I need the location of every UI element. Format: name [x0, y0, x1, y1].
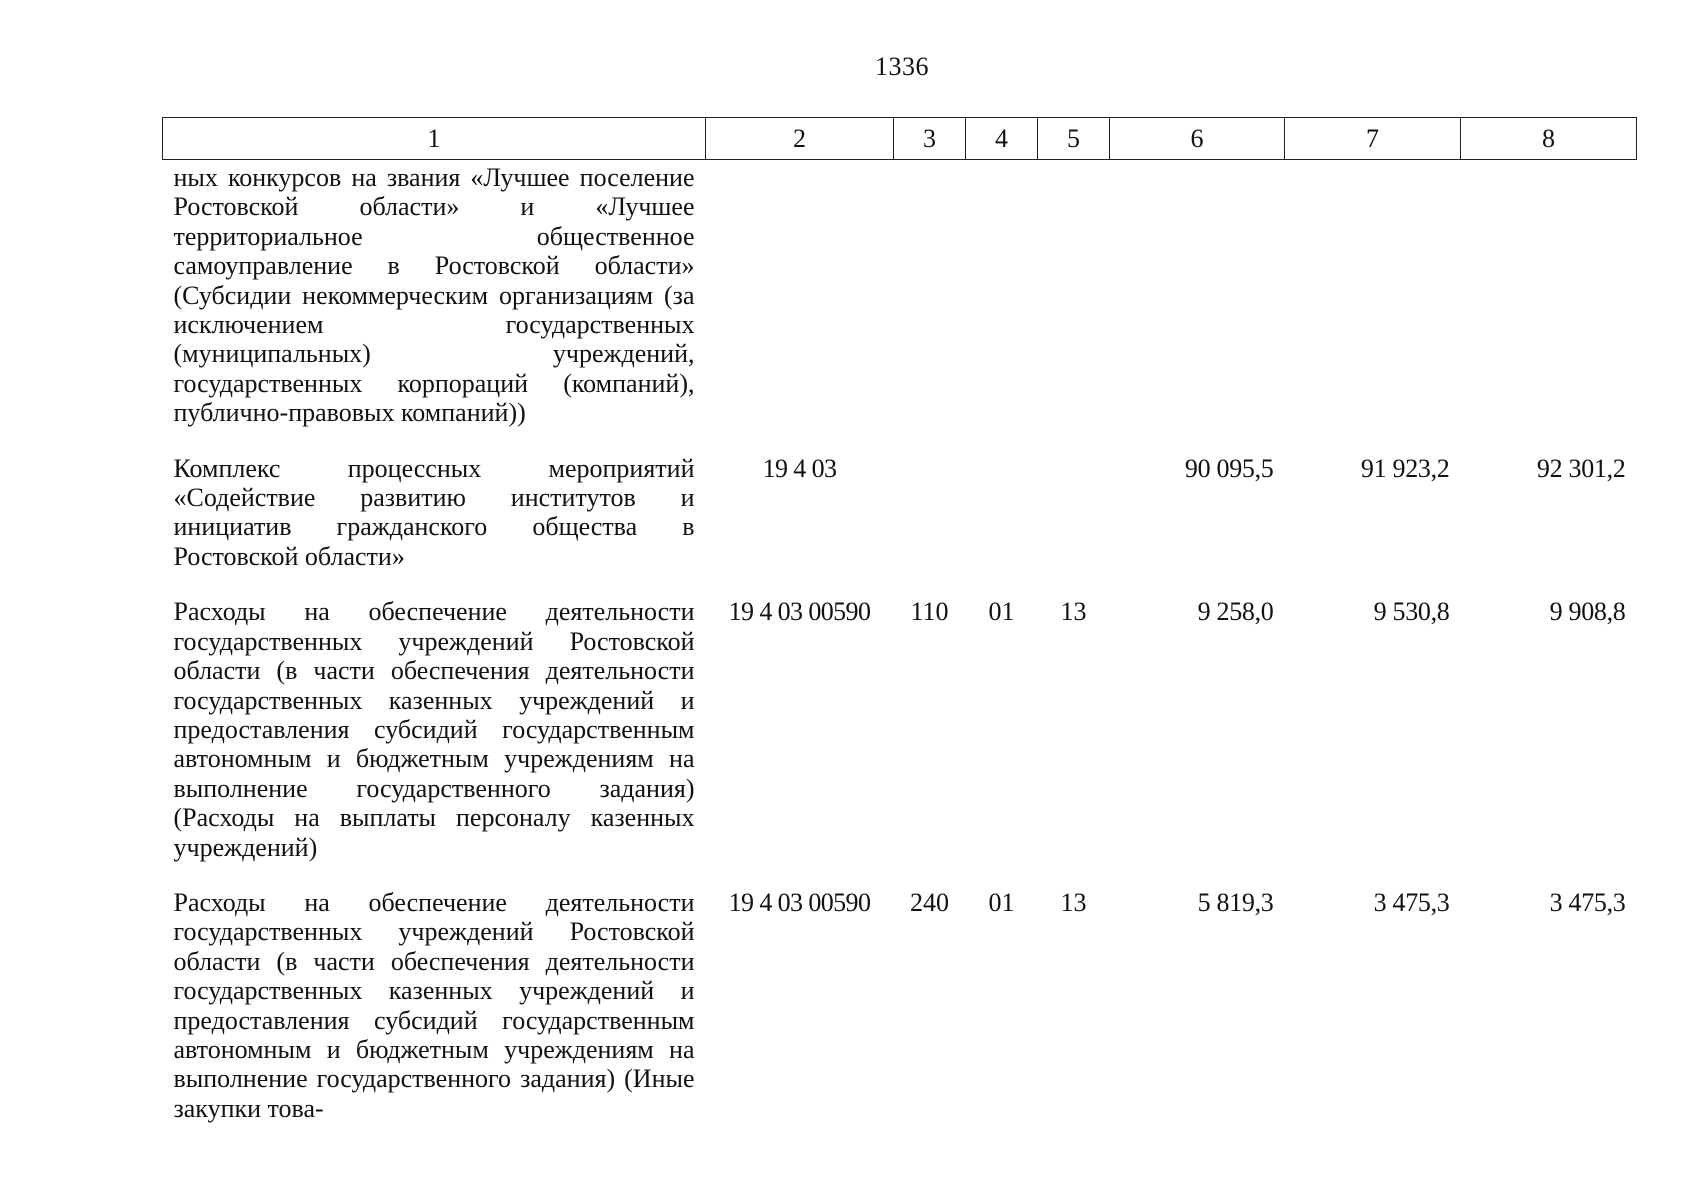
- row-amount-3: 3 475,3: [1549, 887, 1626, 917]
- row-amount-3: 92 301,2: [1536, 453, 1626, 483]
- row-section: [966, 160, 1038, 442]
- table-row: [163, 442, 1637, 586]
- column-header-2: 2: [706, 118, 894, 160]
- row-description: Расходы на обеспечение деятельности государственных учреждений Ростовской области (в части обеспечения деятельности государственных казенных учреждений и предоставления субсидий государственным автономным и бюджетным учреждениям на выполнение государственного задания) (Иные закупки това-: [173, 887, 695, 1123]
- row-target-code: 19 4 03: [762, 453, 837, 483]
- row-subsection: 13: [1060, 887, 1087, 917]
- column-header-3: 3: [894, 118, 966, 160]
- row-subsection: [1038, 442, 1110, 586]
- column-header-7: 7: [1285, 118, 1461, 160]
- row-target-code: 19 4 03 00590: [728, 887, 871, 917]
- row-amount-1: 90 095,5: [1184, 453, 1274, 483]
- row-amount-2: 91 923,2: [1360, 453, 1450, 483]
- table-row: [163, 160, 1637, 442]
- row-amount-2: [1285, 160, 1461, 442]
- row-amount-3: 9 908,8: [1549, 597, 1626, 627]
- row-section: [966, 442, 1038, 586]
- row-section: 01: [988, 597, 1015, 627]
- row-description: Расходы на обеспечение деятельности государственных учреждений Ростовской области (в части обеспечения деятельности государственных казенных учреждений и предоставления субсидий государственным автономным и бюджетным учреждениям на выполнение государственного задания) (Расходы на выплаты персоналу казенных учреждений): [173, 597, 695, 862]
- row-amount-3: [1461, 160, 1637, 442]
- column-header-4: 4: [966, 118, 1038, 160]
- row-target-code: [706, 160, 894, 442]
- row-description: Комплекс процессных мероприятий «Содействие развитию институтов и инициатив гражданского общества в Ростовской области»: [173, 453, 695, 571]
- table-row: [163, 585, 1637, 876]
- row-amount-2: 9 530,8: [1373, 597, 1450, 627]
- row-amount-2: 3 475,3: [1373, 887, 1450, 917]
- row-description: ных конкурсов на звания «Лучшее поселение Ростовской области» и «Лучшее территориальное общественное самоуправление в Ростовской области» (Субсидии некоммерческим организациям (за исключением государственных (муниципальных) учреждений, государственных корпораций (компаний), публично-правовых компаний)): [173, 163, 695, 428]
- table-body: [163, 160, 1637, 1138]
- row-subsection: [1038, 160, 1110, 442]
- column-header-8: 8: [1461, 118, 1637, 160]
- row-expense-type: [894, 442, 966, 586]
- row-expense-type: 110: [910, 597, 949, 627]
- row-amount-1: [1110, 160, 1285, 442]
- header-row: [163, 118, 1637, 160]
- row-expense-type: 240: [910, 887, 949, 917]
- row-subsection: 13: [1060, 597, 1087, 627]
- table-row: [163, 876, 1637, 1137]
- column-header-5: 5: [1038, 118, 1110, 160]
- row-section: 01: [988, 887, 1015, 917]
- row-expense-type: [894, 160, 966, 442]
- page-number: 1336: [875, 52, 929, 81]
- row-amount-1: 5 819,3: [1197, 887, 1274, 917]
- table-header: [163, 118, 1637, 160]
- budget-table: [162, 117, 1637, 1137]
- row-target-code: 19 4 03 00590: [728, 597, 871, 627]
- row-amount-1: 9 258,0: [1197, 597, 1274, 627]
- column-header-6: 6: [1110, 118, 1285, 160]
- column-header-1: 1: [163, 118, 706, 160]
